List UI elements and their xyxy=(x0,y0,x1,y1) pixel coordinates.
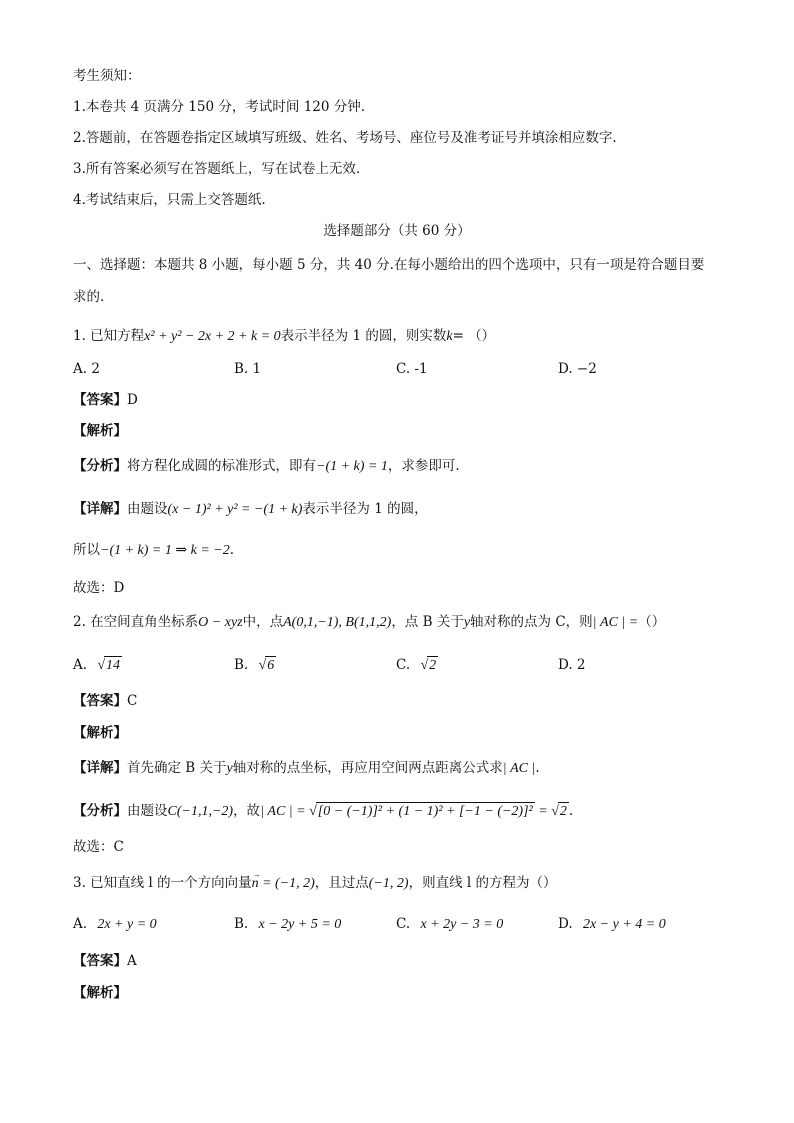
q1-conclusion xyxy=(73,540,234,561)
q3-solution-label xyxy=(73,983,127,1003)
notice-item-1: 1.本卷共 4 页满分 150 分，考试时间 120 分钟. xyxy=(73,99,366,115)
vector-arrow-icon: → xyxy=(252,870,261,879)
q1-answer xyxy=(73,390,138,410)
q3-point: (−1, 2) xyxy=(368,876,409,891)
q1-choose: 故选：D xyxy=(73,580,125,596)
q2-axis: y xyxy=(463,615,471,630)
q2-number: 2. 在空间直角坐标系 xyxy=(73,614,199,630)
q2-detail-end: . xyxy=(535,760,540,776)
notice-item-4: 4.考试结束后，只需上交答题纸. xyxy=(73,192,266,208)
q1-analysis-eq: −(1 + k) = 1 xyxy=(316,459,388,474)
notice-title: 考生须知： xyxy=(73,68,141,84)
q2-option-a-radicand: 14 xyxy=(106,658,121,673)
q1-answer-value: D xyxy=(127,392,138,408)
q2-analysis-end: . xyxy=(568,803,574,819)
q3-end: ，则直线 l 的方程为（） xyxy=(408,875,557,891)
q3-option-b-label: B. xyxy=(234,916,249,932)
q2-option-c-value: √2 xyxy=(420,658,437,673)
q3-option-a-eq: 2x + y = 0 xyxy=(97,917,157,932)
q3-option-a-label: A. xyxy=(73,916,88,932)
q2-analysis-result: √2 xyxy=(551,804,567,819)
solution-label: 【解析】 xyxy=(73,725,127,741)
section-intro: 一、选择题：本题共 8 小题，每小题 5 分，共 40 分.在每小题给出的四个选项中，只有一项是符合题目要 xyxy=(73,257,705,273)
q2-analysis-eq: = xyxy=(534,804,552,819)
q2-choose: 故选：C xyxy=(73,839,124,855)
q2-answer-value: C xyxy=(127,693,138,709)
q1-detail-text: 由题设 xyxy=(127,501,168,517)
analysis-label: 【分析】 xyxy=(73,458,127,474)
q2-option-b xyxy=(234,655,276,676)
q2-option-c-radicand: 2 xyxy=(429,658,437,673)
q1-option-a: A. 2 xyxy=(73,361,100,377)
q2-text-2: ，点 B 关于 xyxy=(391,614,464,630)
q2-option-b-label: B. xyxy=(234,657,249,673)
q3-option-c xyxy=(396,914,503,935)
q2-analysis-formula: | AC | = xyxy=(260,804,310,819)
q2-option-a-value: √14 xyxy=(97,658,121,673)
q2-analysis-text: 由题设 xyxy=(127,803,168,819)
question-3 xyxy=(73,870,557,894)
q3-vector-name xyxy=(251,870,261,894)
q1-option-b: B. 1 xyxy=(234,361,262,377)
notice-item-2: 2.答题前，在答题卷指定区域填写班级、姓名、考场号、座位号及准考证号并填涂相应数字. xyxy=(73,130,617,146)
q2-points: A(0,1,−1), B(1,1,2) xyxy=(283,615,392,630)
q3-option-d xyxy=(558,914,666,935)
q1-detail-eq: (x − 1)² + y² = −(1 + k) xyxy=(167,502,303,517)
q3-option-d-label: D. xyxy=(558,916,573,932)
q2-option-d: D. 2 xyxy=(558,657,586,673)
q2-detail-axis: y xyxy=(226,761,233,776)
q1-option-c: C. -1 xyxy=(396,361,428,377)
q3-vector-letter: n xyxy=(251,876,259,891)
q1-detail xyxy=(73,499,428,520)
q3-number: 3. 已知直线 l 的一个方向向量 xyxy=(73,875,252,891)
q1-number: 1. 已知方程 xyxy=(73,328,145,344)
solution-label: 【解析】 xyxy=(73,985,127,1001)
q2-option-a xyxy=(73,655,122,676)
q2-detail xyxy=(73,758,540,779)
question-2 xyxy=(73,612,665,633)
analysis-label: 【分析】 xyxy=(73,803,127,819)
q2-text-3: 轴对称的点为 C，则 xyxy=(470,614,593,630)
answer-label: 【答案】 xyxy=(73,693,127,709)
q1-solution-label xyxy=(73,421,127,441)
q3-option-c-label: C. xyxy=(396,916,411,932)
q2-option-c-label: C. xyxy=(396,657,411,673)
q2-text: 中，点 xyxy=(242,614,284,630)
answer-label: 【答案】 xyxy=(73,392,127,408)
section-title: 选择题部分（共 60 分） xyxy=(323,223,471,239)
q2-detail-text-2: 轴对称的点坐标，再应用空间两点距离公式求 xyxy=(232,760,503,776)
q2-analysis-mid: ，故 xyxy=(233,803,261,819)
q3-answer xyxy=(73,951,137,971)
q3-option-b xyxy=(234,914,341,935)
q1-end: = （） xyxy=(452,328,496,344)
q2-analysis xyxy=(73,801,573,822)
q2-detail-text: 首先确定 B 关于 xyxy=(127,760,227,776)
q2-analysis-c: C(−1,1,−2) xyxy=(167,804,234,819)
q3-vector-value: = (−1, 2) xyxy=(258,876,315,891)
q2-option-a-label: A. xyxy=(73,657,88,673)
q1-var: k xyxy=(446,329,453,344)
q2-option-b-radicand: 6 xyxy=(267,658,275,673)
q3-text: ，且过点 xyxy=(314,875,369,891)
q3-option-a xyxy=(73,914,157,935)
q1-analysis xyxy=(73,456,460,477)
q3-answer-value: A xyxy=(127,953,137,969)
q2-system: O − xyz xyxy=(198,615,243,630)
q1-option-d: D. −2 xyxy=(558,361,597,377)
notice-item-3: 3.所有答案必须写在答题纸上，写在试卷上无效. xyxy=(73,161,361,177)
q1-detail-end: 表示半径为 1 的圆， xyxy=(302,501,428,517)
q3-option-d-eq: 2x − y + 4 = 0 xyxy=(582,917,666,932)
q1-analysis-end: ，求参即可. xyxy=(387,458,460,474)
section-intro-cont: 求的. xyxy=(73,289,105,305)
q1-so-eq: −(1 + k) = 1 ⇒ k = −2 xyxy=(100,543,230,558)
q1-so-end: . xyxy=(229,542,235,558)
q1-equation: x² + y² − 2x + 2 + k = 0 xyxy=(144,329,281,344)
q3-option-c-eq: x + 2y − 3 = 0 xyxy=(420,917,504,932)
detail-label: 【详解】 xyxy=(73,760,127,776)
q2-detail-ac: | AC | xyxy=(502,761,536,776)
q2-option-b-value: √6 xyxy=(258,658,275,673)
q1-analysis-text: 将方程化成圆的标准形式，即有 xyxy=(127,458,316,474)
q2-solution-label xyxy=(73,723,127,743)
detail-label: 【详解】 xyxy=(73,501,127,517)
q1-text: 表示半径为 1 的圆，则实数 xyxy=(280,328,447,344)
q2-option-c xyxy=(396,655,438,676)
q2-tail: （） xyxy=(638,614,666,630)
q3-option-b-eq: x − 2y + 5 = 0 xyxy=(258,917,342,932)
q2-answer xyxy=(73,691,137,711)
q1-so-text: 所以 xyxy=(73,542,100,558)
solution-label: 【解析】 xyxy=(73,423,127,439)
answer-label: 【答案】 xyxy=(73,953,127,969)
q2-ac: | AC | = xyxy=(592,615,639,630)
question-1 xyxy=(73,326,495,347)
q2-analysis-result-radicand: 2 xyxy=(559,804,567,819)
q2-analysis-radicand: [0 − (−1)]² + (1 − 1)² + [−1 − (−2)]² xyxy=(317,804,533,819)
q2-analysis-sqrt: √[0 − (−1)]² + (1 − 1)² + [−1 − (−2)]² xyxy=(309,804,533,819)
